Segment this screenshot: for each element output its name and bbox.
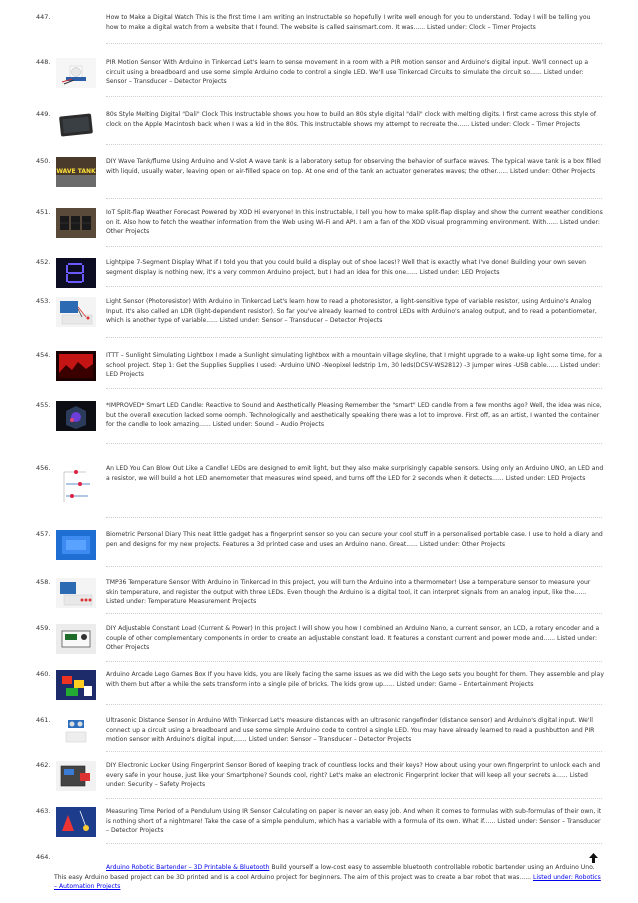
entry-description: I made a Sunlight simulating lightbox with a mountain village skyline, that I might upgrade to a wake-up light some time, for a school project. Step 1: Get the Supplies Supplies I used: -Arduino UNO -Neopixel ledstrip 1m, 30 leds(DC5V-WS2812) -3 jumper wires -USB cable...... — [106, 352, 603, 369]
entry-thumbnail[interactable] — [56, 578, 96, 608]
entry-description: Build yourself a low-cost easy to assemble bluetooth controllable robotic bartender using an Arduino Uno. This easy Arduino based project can be 3D printed and is a cool Arduino project for beginners. The aim of this project was to create a bar robot that was...... — [54, 864, 595, 881]
entry-title-link[interactable]: How to Make a Digital Watch — [106, 14, 194, 21]
divider — [106, 388, 602, 389]
entry-title-link[interactable]: Light Sensor (Photoresistor) With Arduino in Tinkercad — [106, 298, 272, 305]
constant-load-image — [56, 624, 96, 654]
pir-sensor-image — [56, 58, 96, 88]
entry-text — [106, 110, 604, 129]
entry-number: 450. — [36, 157, 51, 165]
entry-number: 454. — [36, 351, 51, 359]
entry-number: 457. — [36, 530, 51, 538]
entry-description: Let's learn how to read a photoresistor, a light-sensitive type of variable resistor, using Arduino's Analog Input. It's also called an LDR (light-dependent resistor). So far you've already learned to control LEDs with Arduino's analog output, and to read a potentiometer, which is another type of variable...... — [106, 298, 597, 325]
entry-text — [106, 761, 604, 790]
entry-title-link[interactable]: DIY Electronic Locker Using Fingerprint Sensor — [106, 762, 247, 769]
entry-number: 456. — [36, 464, 51, 472]
up-arrow-icon[interactable] — [589, 853, 598, 863]
entry-category-link[interactable]: Listed under: LED Projects — [419, 268, 500, 276]
entry-category-link[interactable]: Listed under: Clock – Timer Projects — [427, 23, 536, 31]
seven-segment-image — [56, 258, 96, 288]
entry-thumbnail[interactable] — [56, 58, 96, 88]
entry-thumbnail[interactable] — [56, 401, 96, 431]
biometric-diary-image — [56, 530, 96, 560]
divider — [106, 517, 602, 518]
thumbnail-caption: WAVE TANK — [56, 168, 96, 175]
entry-text — [106, 670, 604, 689]
entry-title-link[interactable]: Measuring Time Period of a Pendulum Using IR Sensor — [106, 808, 271, 815]
entry-title-link[interactable]: Arduino Arcade Lego Games Box — [106, 671, 206, 678]
divider — [106, 286, 602, 287]
entry-number: 462. — [36, 761, 51, 769]
lightbox-image — [56, 351, 96, 381]
entry-title-link[interactable]: Lightpipe 7-Segment Display — [106, 259, 195, 266]
divider — [106, 661, 602, 662]
divider — [106, 43, 602, 44]
digital-watch-image — [56, 13, 96, 43]
entry-description: Remember the "smart" LED candle from a few months ago? Well, the idea was nice, but the overall execution lacked some oomph. Technologically and aesthetically speaking there was a lot to improve. First off, as an artist, I wanted the container for the candle to look amazing...... — [106, 402, 602, 429]
entry-description: In this project, you will turn the Arduino into a thermometer! Use a temperature sensor to measure your skin temperature, and register the output with three LEDs. Even though the Arduino is a digital tool, it can interpret signals from an analog input, like the...... — [106, 579, 591, 596]
divider — [106, 843, 602, 844]
entry-description: This neat little gadget has a fingerprint sensor so you can secure your cool stuff in a personalised portable case. I use to hold a diary and pen and designs for my new projects. Features a 3d printed case and uses an Arduino nano. Great...... — [106, 531, 603, 548]
entry-category-link[interactable]: Listed under: Clock – Timer Projects — [471, 120, 580, 128]
entry-title-link[interactable]: Biometric Personal Diary — [106, 531, 182, 538]
entry-text — [106, 208, 604, 237]
entry-description: Hi everyone! In this instructable, I tell you how to make split-flap display and show the current weather conditions on it. Also how to fetch the weather information from the Web using Wi-Fi and API. I am a fan of the XOD visual programming environment. With...... — [106, 209, 603, 226]
pendulum-ir-image — [56, 807, 96, 837]
entry-title-link[interactable]: An LED You Can Blow Out Like a Candle! — [106, 465, 229, 472]
entry-category-link[interactable]: Listed under: Other Projects — [106, 218, 600, 236]
entry-text — [106, 58, 604, 87]
entry-text — [106, 624, 604, 653]
entry-thumbnail[interactable] — [56, 297, 96, 327]
entry-thumbnail[interactable] — [56, 157, 96, 187]
entry-number: 455. — [36, 401, 51, 409]
entry-category-link[interactable]: Listed under: Other Projects — [419, 540, 506, 548]
tmp36-image — [56, 578, 96, 608]
entry-thumbnail[interactable] — [56, 208, 96, 238]
electronic-locker-image — [56, 761, 96, 791]
entry-text — [106, 807, 604, 836]
entry-number: 463. — [36, 807, 51, 815]
photoresistor-image — [56, 297, 96, 327]
entry-thumbnail[interactable] — [56, 807, 96, 837]
entry-description: This Instructable shows you how to build an 80s style digital "dali" clock with melting digits. I first came across this style of clock on the Apple Macintosh back when I was a kid in the 80s. This Instructable shows my attempt to recreate the...... — [106, 111, 597, 128]
entry-thumbnail[interactable] — [56, 13, 96, 43]
entry-description: LEDs are designed to emit light, but they also make surprisingly capable sensors. Using only an Arduino UNO, an LED and a resistor, we will build a hot LED anemometer that measures wind speed, and turns off the LED for 2 seconds when it detects...... — [106, 465, 604, 482]
entry-title-link[interactable]: Arduino Robotic Bartender – 3D Printable & Bluetooth — [106, 864, 270, 871]
entry-description: Calculating on paper is never an easy job. And when it comes to formulas with sub-formulas of their own, it is nothing short of a nightmare! Take the case of a simple pendulum, which has a variable with a formula of its own. What if...... — [106, 808, 602, 825]
divider — [106, 751, 602, 752]
entry-number: 451. — [36, 208, 51, 216]
entry-category-link[interactable]: Listed under: Sound – Audio Projects — [212, 421, 325, 429]
entry-text — [106, 401, 604, 430]
divider — [106, 613, 602, 614]
entry-text — [54, 863, 604, 892]
entry-number: 453. — [36, 297, 51, 305]
divider — [106, 198, 602, 199]
divider — [106, 96, 602, 97]
split-flap-image — [56, 208, 96, 238]
entry-description: Bored of keeping track of countless locks and their keys? How about using your own fingerprint to unlock each and every safe in your house, just like your Smartphone? Sounds cool, right? Let's make an electronic Fingerprint locker that will keep all your secrets a...... — [106, 762, 601, 779]
entry-text — [106, 297, 604, 326]
entry-title-link[interactable]: TMP36 Temperature Sensor With Arduino in Tinkercad — [106, 579, 270, 586]
entry-category-link[interactable]: Listed under: Sensor – Transducer – Detector Projects — [106, 817, 601, 835]
entry-number: 449. — [36, 110, 51, 118]
entry-title-link[interactable]: 80s Style Melting Digital "Dali" Clock — [106, 111, 219, 118]
entry-description: This is the first time I am writing an Instructable so hopefully I write well enough for you to understand. Today I will be telling you how to make a digital watch from a website that I found. The website is called sainsmart.com. It was...... — [106, 14, 591, 31]
entry-text — [106, 530, 604, 549]
entry-category-link[interactable]: Listed under: LED Projects — [106, 361, 601, 379]
entry-text — [106, 13, 604, 32]
divider — [106, 798, 602, 799]
entry-thumbnail[interactable] — [56, 464, 96, 510]
entry-number: 447. — [36, 13, 51, 21]
entry-number: 461. — [36, 716, 51, 724]
entry-number: 460. — [36, 670, 51, 678]
entry-title-link[interactable]: *IMPROVED* Smart LED Candle: Reactive to Sound and Aesthetically Pleasing — [106, 402, 344, 409]
entry-text — [106, 351, 604, 380]
lego-games-box-image — [56, 670, 96, 700]
divider — [106, 566, 602, 567]
entry-description: In this project I will show you how I combined an Arduino Nano, a current sensor, an LCD, a rotary encoder and a couple of other complementary components in order to create an adjustable constant load. It features a constant current and power mode and...... — [106, 625, 600, 642]
entry-category-link[interactable]: Listed under: Other Projects — [509, 167, 596, 175]
entry-title-link[interactable]: DIY Wave Tank/flume Using Arduino and V-slot — [106, 158, 247, 165]
entry-text — [106, 578, 604, 607]
entry-text — [106, 258, 604, 277]
smart-candle-image — [56, 401, 96, 431]
entry-category-link[interactable]: Listed under: Security – Safety Projects — [106, 771, 588, 789]
entry-description: If you have kids, you are likely facing the same issues as we did with the Lego sets you bought for them. They assemble and play with them but after a while the sets transform into a single pile of bricks. The kids grow up...... — [106, 671, 604, 688]
led-circuit-image — [56, 464, 96, 510]
entry-number: 464. — [36, 853, 51, 861]
entry-description: A wave tank is a laboratory setup for observing the behavior of surface waves. The typical wave tank is a box filled with liquid, usually water, leaving open or air-filled space on top. At one end of the tank an actuator generates waves; the other...... — [106, 158, 601, 175]
entry-thumbnail[interactable] — [56, 761, 96, 791]
entry-category-link[interactable]: Listed under: LED Projects — [505, 474, 586, 482]
entry-category-link[interactable]: Listed under: Game – Entertainment Projects — [396, 680, 534, 688]
entry-category-link[interactable]: Listed under: Sensor – Transducer – Detector Projects — [219, 317, 383, 325]
dali-clock-image — [56, 110, 96, 140]
entry-thumbnail[interactable] — [56, 716, 96, 746]
divider — [106, 337, 602, 338]
entry-text — [106, 464, 604, 483]
entry-thumbnail[interactable] — [56, 110, 96, 140]
entry-description: Let's measure distances with an ultrasonic rangefinder (distance sensor) and Arduino's digital input. We'll connect up a circuit using a breadboard and use some simple Arduino code to control a single LED. You may have already learned to read a pushbutton and PIR motion sensor with Arduino's digital input,...... — [106, 717, 595, 744]
entry-description: What if I told you that you could build a display out of shoe laces!? Well that is exactly what I've done! Building your own seven segment display is nothing new, it's a very common Arduino project, but I had an idea for this one...... — [106, 259, 586, 276]
entry-thumbnail[interactable] — [56, 670, 96, 700]
entry-thumbnail[interactable] — [56, 624, 96, 654]
entry-category-link[interactable]: Listed under: Sensor – Transducer – Detector Projects — [106, 68, 584, 86]
divider — [106, 704, 602, 705]
entry-thumbnail[interactable] — [56, 258, 96, 288]
entry-category-link[interactable]: Listed under: Other Projects — [106, 634, 598, 652]
entry-title-link[interactable]: PIR Motion Sensor With Arduino in Tinkercad — [106, 59, 242, 66]
entry-thumbnail[interactable] — [56, 351, 96, 381]
entry-category-link[interactable]: Listed under: Sensor – Transducer – Detector Projects — [248, 736, 412, 744]
entry-number: 459. — [36, 624, 51, 632]
entry-text — [106, 157, 604, 176]
divider — [106, 443, 602, 444]
divider — [106, 144, 602, 145]
entry-title-link[interactable]: Ultrasonic Distance Sensor in Arduino With Tinkercad — [106, 717, 269, 724]
entry-thumbnail[interactable] — [56, 530, 96, 560]
entry-title-link[interactable]: IoT Split-flap Weather Forecast Powered by XOD — [106, 209, 253, 216]
entry-text — [106, 716, 604, 745]
entry-number: 448. — [36, 58, 51, 66]
entry-category-link[interactable]: Listed under: Robotics – Automation Projects — [54, 873, 601, 891]
entry-number: 452. — [36, 258, 51, 266]
ultrasonic-sensor-image — [56, 716, 96, 746]
wave-tank-image — [56, 157, 96, 187]
entry-number: 458. — [36, 578, 51, 586]
entry-category-link[interactable]: Listed under: Temperature Measurement Projects — [106, 598, 257, 606]
entry-description: Let's learn to sense movement in a room with a PIR motion sensor and Arduino's digital input. We'll connect up a circuit using a breadboard and use some simple Arduino code to control a single LED. We'll use Tinkercad Circuits to simulate the circuit so...... — [106, 59, 589, 76]
entry-title-link[interactable]: DIY Adjustable Constant Load (Current & Power) — [106, 625, 253, 632]
entry-title-link[interactable]: ITTT – Sunlight Simulating Lightbox — [106, 352, 214, 359]
divider — [106, 246, 602, 247]
